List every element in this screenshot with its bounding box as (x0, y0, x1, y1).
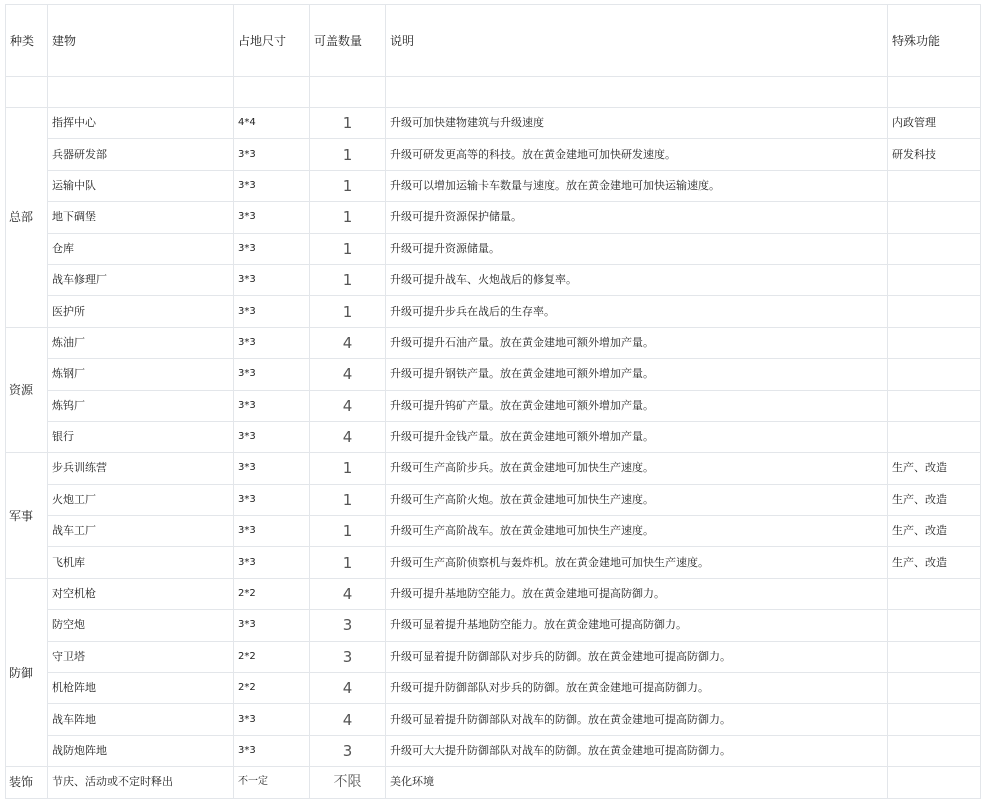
count-cell: 1 (310, 516, 386, 547)
size-cell: 3*3 (234, 296, 310, 327)
count-cell: 3 (310, 735, 386, 766)
building-cell: 指挥中心 (48, 108, 234, 139)
special-cell (888, 578, 981, 609)
count-cell: 1 (310, 233, 386, 264)
category-cell: 军事 (6, 453, 48, 579)
count-cell: 1 (310, 139, 386, 170)
special-cell (888, 359, 981, 390)
table-row (6, 547, 981, 578)
count-cell: 4 (310, 673, 386, 704)
header-size: 占地尺寸 (234, 5, 310, 77)
building-cell: 炼油厂 (48, 327, 234, 358)
size-cell: 3*3 (234, 704, 310, 735)
count-cell: 1 (310, 202, 386, 233)
special-cell (888, 264, 981, 295)
special-cell (888, 704, 981, 735)
special-cell (888, 421, 981, 452)
description-cell: 升级可研发更高等的科技。放在黄金建地可加快研发速度。 (386, 139, 888, 170)
building-cell: 炼钨厂 (48, 390, 234, 421)
description-cell: 升级可生产高阶步兵。放在黄金建地可加快生产速度。 (386, 453, 888, 484)
special-cell (888, 390, 981, 421)
size-cell: 3*3 (234, 202, 310, 233)
special-cell (888, 170, 981, 201)
description-cell: 升级可提升资源保护储量。 (386, 202, 888, 233)
special-cell: 内政管理 (888, 108, 981, 139)
table-body (6, 5, 981, 799)
building-cell: 兵器研发部 (48, 139, 234, 170)
special-cell (888, 327, 981, 358)
size-cell: 2*2 (234, 578, 310, 609)
header-count: 可盖数量 (310, 5, 386, 77)
category-cell: 总部 (6, 108, 48, 328)
building-cell: 守卫塔 (48, 641, 234, 672)
size-cell: 3*3 (234, 327, 310, 358)
special-cell: 研发科技 (888, 139, 981, 170)
table-row (6, 202, 981, 233)
category-cell: 装饰 (6, 767, 48, 798)
size-cell: 3*3 (234, 421, 310, 452)
size-cell: 3*3 (234, 610, 310, 641)
count-cell: 1 (310, 296, 386, 327)
count-cell: 1 (310, 170, 386, 201)
blank-cell (888, 77, 981, 108)
header-description: 说明 (386, 5, 888, 77)
table-row (6, 359, 981, 390)
header-special: 特殊功能 (888, 5, 981, 77)
special-cell: 生产、改造 (888, 547, 981, 578)
building-cell: 步兵训练营 (48, 453, 234, 484)
building-cell: 战车修理厂 (48, 264, 234, 295)
header-row (6, 5, 981, 77)
special-cell (888, 233, 981, 264)
size-cell: 4*4 (234, 108, 310, 139)
count-cell: 4 (310, 327, 386, 358)
count-cell: 4 (310, 390, 386, 421)
count-cell: 3 (310, 641, 386, 672)
count-cell: 3 (310, 610, 386, 641)
building-cell: 防空炮 (48, 610, 234, 641)
building-cell: 地下碉堡 (48, 202, 234, 233)
buildings-table (5, 4, 981, 799)
blank-cell (48, 77, 234, 108)
blank-cell (386, 77, 888, 108)
description-cell: 升级可显着提升基地防空能力。放在黄金建地可提高防御力。 (386, 610, 888, 641)
description-cell: 升级可生产高阶战车。放在黄金建地可加快生产速度。 (386, 516, 888, 547)
description-cell: 美化环境 (386, 767, 888, 798)
table-row (6, 484, 981, 515)
table-row (6, 453, 981, 484)
count-cell: 4 (310, 359, 386, 390)
size-cell: 3*3 (234, 453, 310, 484)
table-row (6, 578, 981, 609)
special-cell (888, 641, 981, 672)
table-row (6, 139, 981, 170)
building-cell: 飞机库 (48, 547, 234, 578)
special-cell (888, 767, 981, 798)
table-row (6, 421, 981, 452)
building-cell: 节庆、活动或不定时释出 (48, 767, 234, 798)
table-row (6, 296, 981, 327)
blank-row (6, 77, 981, 108)
size-cell: 3*3 (234, 264, 310, 295)
special-cell: 生产、改造 (888, 453, 981, 484)
size-cell: 3*3 (234, 547, 310, 578)
building-cell: 战车阵地 (48, 704, 234, 735)
building-cell: 对空机枪 (48, 578, 234, 609)
size-cell: 3*3 (234, 139, 310, 170)
description-cell: 升级可提升钢铁产量。放在黄金建地可额外增加产量。 (386, 359, 888, 390)
description-cell: 升级可提升防御部队对步兵的防御。放在黄金建地可提高防御力。 (386, 673, 888, 704)
special-cell (888, 610, 981, 641)
special-cell (888, 735, 981, 766)
size-cell: 不一定 (234, 767, 310, 798)
description-cell: 升级可提升石油产量。放在黄金建地可额外增加产量。 (386, 327, 888, 358)
count-cell: 1 (310, 547, 386, 578)
table-row (6, 641, 981, 672)
size-cell: 3*3 (234, 516, 310, 547)
description-cell: 升级可生产高阶火炮。放在黄金建地可加快生产速度。 (386, 484, 888, 515)
table-row (6, 767, 981, 798)
description-cell: 升级可生产高阶侦察机与轰炸机。放在黄金建地可加快生产速度。 (386, 547, 888, 578)
description-cell: 升级可提升战车、火炮战后的修复率。 (386, 264, 888, 295)
description-cell: 升级可大大提升防御部队对战车的防御。放在黄金建地可提高防御力。 (386, 735, 888, 766)
table-row (6, 170, 981, 201)
table-row (6, 327, 981, 358)
table-row (6, 704, 981, 735)
blank-cell (234, 77, 310, 108)
count-cell: 4 (310, 578, 386, 609)
header-category: 种类 (6, 5, 48, 77)
special-cell (888, 673, 981, 704)
count-cell: 1 (310, 108, 386, 139)
special-cell (888, 296, 981, 327)
count-cell: 4 (310, 704, 386, 735)
description-cell: 升级可提升步兵在战后的生存率。 (386, 296, 888, 327)
table-row (6, 264, 981, 295)
size-cell: 3*3 (234, 233, 310, 264)
header-building: 建物 (48, 5, 234, 77)
building-cell: 炼钢厂 (48, 359, 234, 390)
size-cell: 3*3 (234, 735, 310, 766)
building-cell: 战防炮阵地 (48, 735, 234, 766)
size-cell: 2*2 (234, 641, 310, 672)
building-cell: 战车工厂 (48, 516, 234, 547)
building-cell: 银行 (48, 421, 234, 452)
building-cell: 医护所 (48, 296, 234, 327)
size-cell: 3*3 (234, 359, 310, 390)
building-cell: 机枪阵地 (48, 673, 234, 704)
category-cell: 资源 (6, 327, 48, 453)
category-cell: 防御 (6, 578, 48, 766)
blank-cell (6, 77, 48, 108)
table-row (6, 735, 981, 766)
count-cell: 1 (310, 453, 386, 484)
blank-cell (310, 77, 386, 108)
description-cell: 升级可提升钨矿产量。放在黄金建地可额外增加产量。 (386, 390, 888, 421)
description-cell: 升级可提升基地防空能力。放在黄金建地可提高防御力。 (386, 578, 888, 609)
count-cell: 1 (310, 484, 386, 515)
size-cell: 3*3 (234, 390, 310, 421)
table-row (6, 516, 981, 547)
building-cell: 火炮工厂 (48, 484, 234, 515)
description-cell: 升级可加快建物建筑与升级速度 (386, 108, 888, 139)
count-cell: 1 (310, 264, 386, 295)
size-cell: 3*3 (234, 170, 310, 201)
table-row (6, 673, 981, 704)
description-cell: 升级可显着提升防御部队对战车的防御。放在黄金建地可提高防御力。 (386, 704, 888, 735)
table-row (6, 390, 981, 421)
special-cell: 生产、改造 (888, 516, 981, 547)
building-cell: 仓库 (48, 233, 234, 264)
description-cell: 升级可提升金钱产量。放在黄金建地可额外增加产量。 (386, 421, 888, 452)
description-cell: 升级可提升资源储量。 (386, 233, 888, 264)
size-cell: 2*2 (234, 673, 310, 704)
count-cell: 不限 (310, 767, 386, 798)
count-cell: 4 (310, 421, 386, 452)
table-row (6, 610, 981, 641)
size-cell: 3*3 (234, 484, 310, 515)
special-cell (888, 202, 981, 233)
table-row (6, 108, 981, 139)
special-cell: 生产、改造 (888, 484, 981, 515)
building-cell: 运输中队 (48, 170, 234, 201)
description-cell: 升级可显着提升防御部队对步兵的防御。放在黄金建地可提高防御力。 (386, 641, 888, 672)
table-row (6, 233, 981, 264)
description-cell: 升级可以增加运输卡车数量与速度。放在黄金建地可加快运输速度。 (386, 170, 888, 201)
